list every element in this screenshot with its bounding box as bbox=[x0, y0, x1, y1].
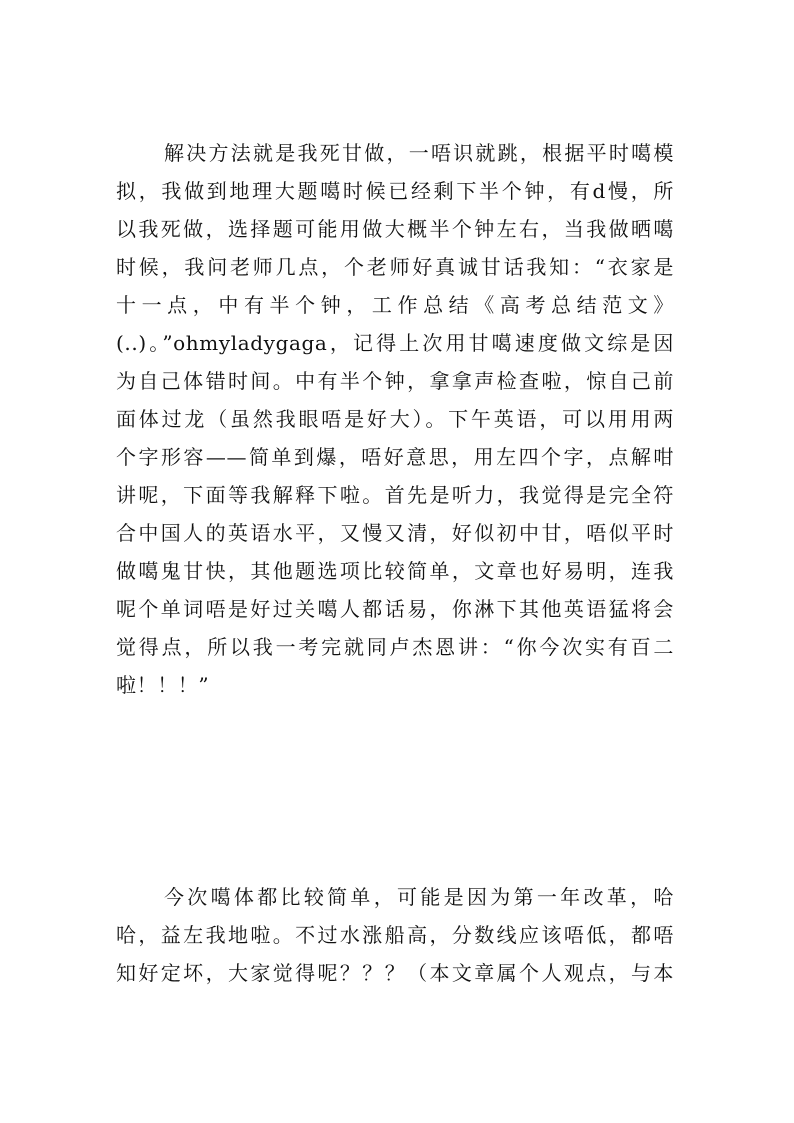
paragraph-1-line: 面体过龙（虽然我眼唔是好大）。下午英语，可以用用两 bbox=[116, 407, 674, 431]
paragraph-1-line: 合中国人的英语水平，又慢又清，好似初中甘，唔似平时 bbox=[116, 521, 674, 545]
paragraph-1-line: 做噶鬼甘快，其他题选项比较简单，文章也好易明，连我 bbox=[116, 559, 674, 583]
paragraph-1-line: 为自己体错时间。中有半个钟，拿拿声检查啦，惊自己前 bbox=[116, 369, 674, 393]
paragraph-1-line: 啦！！！” bbox=[116, 673, 210, 697]
paragraph-1-line: 讲呢，下面等我解释下啦。首先是听力，我觉得是完全符 bbox=[116, 483, 674, 507]
paragraph-1-line: 个字形容——简单到爆，唔好意思，用左四个字，点解咁 bbox=[116, 445, 674, 469]
paragraph-2-line: 知好定坏，大家觉得呢？？？（本文章属个人观点，与本 bbox=[116, 961, 674, 985]
paragraph-2 bbox=[116, 878, 674, 992]
paragraph-2-line: 今次噶体都比较简单，可能是因为第一年改革，哈 bbox=[164, 885, 674, 909]
paragraph-1-line: 呢个单词唔是好过关噶人都话易，你淋下其他英语猛将会 bbox=[116, 597, 674, 621]
paragraph-1-line: 时候，我问老师几点，个老师好真诚甘话我知：“衣家是 bbox=[116, 255, 674, 279]
paragraph-1-line: 觉得点，所以我一考完就同卢杰恩讲：“你今次实有百二 bbox=[116, 635, 674, 659]
paragraph-1 bbox=[116, 134, 674, 704]
paragraph-1-line: 十一点，中有半个钟，工作总结《高考总结范文》 bbox=[116, 293, 674, 317]
paragraph-1-line: 解决方法就是我死甘做，一唔识就跳，根据平时噶模 bbox=[164, 141, 674, 165]
paragraph-1-line: 拟，我做到地理大题噶时候已经剩下半个钟，有d慢，所 bbox=[116, 179, 674, 203]
paragraph-1-line: 以我死做，选择题可能用做大概半个钟左右，当我做晒噶 bbox=[116, 217, 674, 241]
paragraph-2-line: 哈，益左我地啦。不过水涨船高，分数线应该唔低，都唔 bbox=[116, 923, 674, 947]
paragraph-1-line: (..)。”ohmyladygaga，记得上次用甘噶速度做文综是因 bbox=[116, 331, 674, 355]
